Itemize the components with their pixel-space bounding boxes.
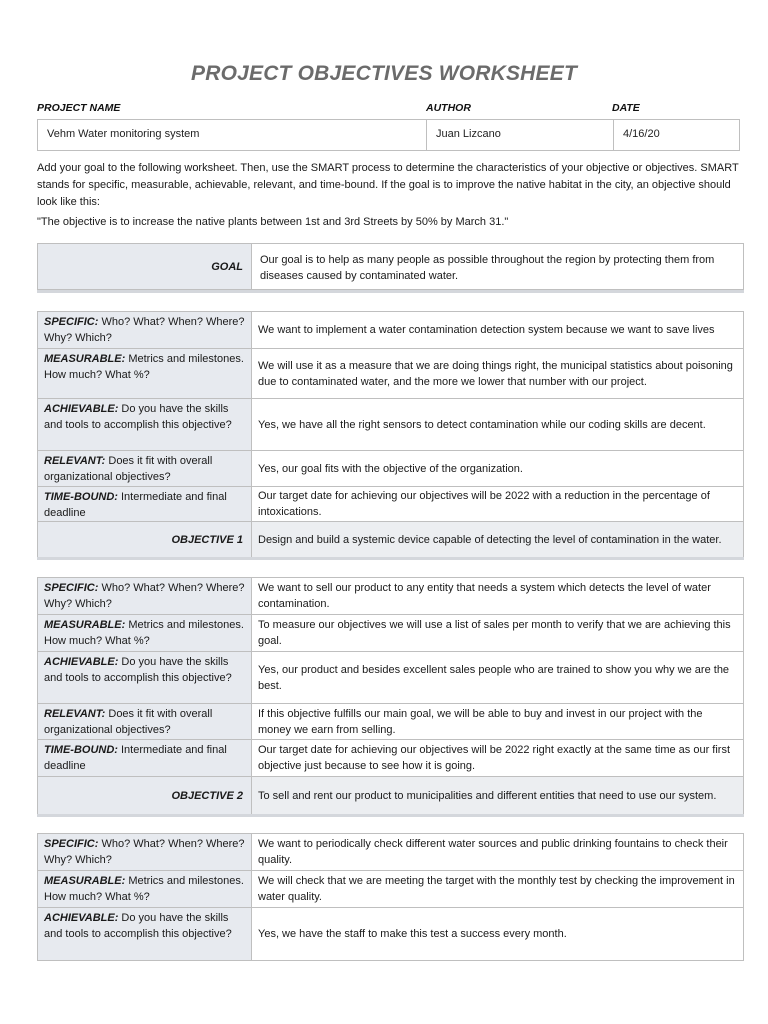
timebound-value[interactable]: Our target date for achieving our objectives will be 2022 with a reduction in the percentage of intoxications. bbox=[258, 490, 710, 518]
relevant-label: RELEVANT: Does it fit with overall organizational objectives? bbox=[38, 704, 252, 739]
header-fields bbox=[37, 119, 740, 151]
relevant-row bbox=[38, 704, 743, 740]
measurable-label: MEASURABLE: Metrics and milestones. How much? What %? bbox=[38, 615, 252, 651]
objective-2-label: OBJECTIVE 2 bbox=[38, 777, 252, 814]
page-title: PROJECT OBJECTIVES WORKSHEET bbox=[191, 62, 577, 85]
achievable-row bbox=[38, 908, 743, 960]
relevant-value[interactable]: If this objective fulfills our main goal, we will be able to buy and invest in our project with the money we earn from selling. bbox=[258, 707, 703, 736]
measurable-row bbox=[38, 615, 743, 652]
timebound-row bbox=[38, 487, 743, 522]
author-label: AUTHOR bbox=[426, 102, 471, 114]
relevant-row bbox=[38, 451, 743, 487]
goal-label: GOAL bbox=[38, 244, 252, 289]
divider bbox=[37, 557, 744, 560]
achievable-value[interactable]: Yes, we have the staff to make this test a success every month. bbox=[258, 928, 567, 940]
timebound-value[interactable]: Our target date for achieving our objectives will be 2022 right exactly at the same time as our first objective just because to see how it is going. bbox=[258, 744, 731, 772]
achievable-value[interactable]: Yes, we have all the right sensors to detect contamination while our coding skills are decent. bbox=[258, 418, 706, 431]
objective-1-text[interactable]: Design and build a systemic device capable of detecting the level of contamination in the water. bbox=[252, 522, 743, 558]
project-name-field[interactable]: Vehm Water monitoring system bbox=[38, 120, 427, 150]
divider bbox=[37, 290, 744, 293]
specific-value[interactable]: We want to implement a water contamination detection system because we want to save lives bbox=[258, 324, 715, 336]
objective-3-block bbox=[37, 833, 744, 961]
specific-row bbox=[38, 312, 743, 349]
date-field[interactable]: 4/16/20 bbox=[623, 128, 660, 140]
measurable-label: MEASURABLE: Metrics and milestones. How much? What %? bbox=[38, 871, 252, 907]
achievable-row bbox=[38, 399, 743, 451]
achievable-label: ACHIEVABLE: Do you have the skills and tools to accomplish this objective? bbox=[38, 652, 252, 703]
timebound-row bbox=[38, 740, 743, 777]
measurable-value[interactable]: We will check that we are meeting the target with the monthly test by checking the improvement in water quality. bbox=[258, 875, 735, 903]
intro-paragraph: Add your goal to the following worksheet. Then, use the SMART process to determine the characteristics of your objective or objectives. SMART stands for specific, measurable, achievable, relevant, and time-bound. If the goal is to improve the native habitat in the city, an objective should look like this: bbox=[37, 162, 739, 208]
measurable-value[interactable]: We will use it as a measure that we are doing things right, the municipal statistics about poisoning due to contaminated water, and the more we lower that number with our project. bbox=[258, 359, 733, 388]
specific-row bbox=[38, 834, 743, 871]
measurable-label: MEASURABLE: Metrics and milestones. How much? What %? bbox=[38, 349, 252, 398]
example-objective: "The objective is to increase the native plants between 1st and 3rd Streets by 50% by March 31." bbox=[37, 216, 509, 228]
divider bbox=[37, 814, 744, 817]
specific-label: SPECIFIC: Who? What? When? Where? Why? Which? bbox=[38, 578, 252, 614]
achievable-label: ACHIEVABLE: Do you have the skills and tools to accomplish this objective? bbox=[38, 908, 252, 960]
specific-label: SPECIFIC: Who? What? When? Where? Why? Which? bbox=[38, 312, 252, 348]
specific-value[interactable]: We want to periodically check different water sources and public drinking fountains to check their quality. bbox=[258, 838, 728, 866]
specific-row bbox=[38, 578, 743, 615]
measurable-row bbox=[38, 871, 743, 908]
goal-row bbox=[37, 243, 744, 290]
objective-2-text[interactable]: To sell and rent our product to municipalities and different entities that need to use our system. bbox=[252, 777, 743, 814]
achievable-row bbox=[38, 652, 743, 704]
goal-text[interactable]: Our goal is to help as many people as possible throughout the region by protecting them from diseases caused by contaminated water. bbox=[260, 254, 715, 282]
achievable-value[interactable]: Yes, our product and besides excellent sales people who are trained to show you why we are the best. bbox=[258, 663, 730, 692]
project-name-label: PROJECT NAME bbox=[37, 102, 121, 114]
relevant-label: RELEVANT: Does it fit with overall organizational objectives? bbox=[38, 451, 252, 486]
specific-label: SPECIFIC: Who? What? When? Where? Why? Which? bbox=[38, 834, 252, 870]
relevant-value[interactable]: Yes, our goal fits with the objective of the organization. bbox=[258, 462, 523, 475]
achievable-label: ACHIEVABLE: Do you have the skills and tools to accomplish this objective? bbox=[38, 399, 252, 450]
specific-value[interactable]: We want to sell our product to any entity that needs a system which detects the level of water contamination. bbox=[258, 582, 711, 610]
objective-1-row bbox=[38, 522, 743, 558]
author-field[interactable]: Juan Lizcano bbox=[427, 120, 614, 150]
objective-1-block bbox=[37, 311, 744, 559]
objective-2-row bbox=[38, 777, 743, 814]
objective-1-label: OBJECTIVE 1 bbox=[38, 522, 252, 558]
date-label: DATE bbox=[612, 102, 640, 114]
measurable-row bbox=[38, 349, 743, 399]
timebound-label: TIME-BOUND: Intermediate and final deadline bbox=[38, 487, 252, 521]
objective-2-block bbox=[37, 577, 744, 815]
timebound-label: TIME-BOUND: Intermediate and final deadline bbox=[38, 740, 252, 776]
measurable-value[interactable]: To measure our objectives we will use a list of sales per month to verify that we are achieving this goal. bbox=[258, 619, 731, 647]
